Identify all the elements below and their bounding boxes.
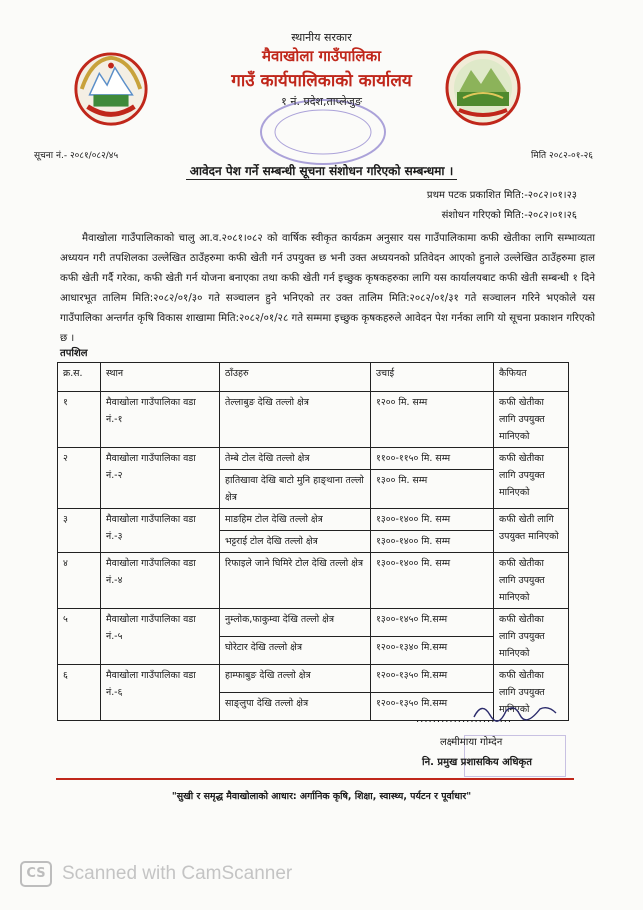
header-local-government: स्थानीय सरकार <box>291 31 352 44</box>
cell-serial: ६ <box>58 665 101 721</box>
revised-date: संशोधन गरिएको मिति:-२०८२।०१।२६ <box>441 210 577 221</box>
signatory-name: लक्ष्मीमाया गोम्देन <box>440 737 503 748</box>
cell-altitude: १३०० मि. सम्म <box>371 470 494 509</box>
cell-ward: मैवाखोला गाउँपालिका वडा नं.-२ <box>101 448 220 509</box>
cell-serial: १ <box>58 392 101 448</box>
cell-serial: ३ <box>58 509 101 553</box>
cell-place: तेम्बे टोल देखि तल्लो क्षेत्र <box>220 448 371 470</box>
header-serial: क्र.स. <box>58 363 101 392</box>
footer-divider <box>56 778 574 780</box>
details-label: तपशिल <box>60 348 88 359</box>
table-row <box>58 509 569 531</box>
coffee-areas-table <box>57 362 569 721</box>
cell-altitude: १३००-१४०० मि. सम्म <box>371 553 494 609</box>
cell-remark: कफी खेतीका लागि उपयुक्त मानिएको <box>494 665 569 721</box>
cell-serial: २ <box>58 448 101 509</box>
signature-icon <box>470 697 560 725</box>
cell-ward: मैवाखोला गाउँपालिका वडा नं.-४ <box>101 553 220 609</box>
cell-altitude: १२००-१३५० मि.सम्म <box>371 693 494 721</box>
notice-body: मैवाखोला गाउँपालिकाको चालु आ.व.२०८१।०८२ को वार्षिक स्वीकृत कार्यक्रम अनुसार यस गाउँपालिकामा कफी खेतीका लागि सम्भाव्यता अध्ययन गरी तपशिलका उल्लेखित ठाउँहरुमा कफी खेती गर्न उपयुक्त छ भनी उक्त अध्ययनको प्रतिवेदन आएको हुनाले उल्लेखित ठाउँहरुमा हाल कफी खेती गर्दै गरेका, कफी खेती गर्न योजना बनाएका तथा कफी खेती गर्न इच्छुक कृषकहरुका लागि यस कार्यालयबाट कफी खेती सम्बन्धी १ दिने आधारभूत तालिम मिति:२०८२/०१/३० गते सञ्चालन हुने भनिएको तर उक्त तालिम मिति:२०८२/०१/३१ गते सञ्चालन गरिने भएकोले यस गाउँपालिका अन्तर्गत कृषि विकास शाखामा मिति:२०८२/०१/२८ गते सम्ममा इच्छुक कृषकहरुले आवेदन पेश गर्नका लागि यो सूचना प्रकाशन गरिएको छ । <box>60 233 595 344</box>
cell-place: घोरेटार देखि तल्लो क्षेत्र <box>220 637 371 665</box>
table-row <box>58 665 569 693</box>
cell-altitude: ११००-११५० मि. सम्म <box>371 448 494 470</box>
cell-remark: कफी खेतीका लागि उपयुक्त मानिएको <box>494 609 569 665</box>
cell-place: हातिखावा देखि बाटो मुनि हाङ्थाना तल्लो क्षेत्र <box>220 470 371 509</box>
cell-remark: कफी खेतीका लागि उपयुक्त मानिएको <box>494 448 569 509</box>
table-row <box>58 553 569 609</box>
camscanner-text: Scanned with CamScanner <box>62 863 293 884</box>
cell-place: भट्टराई टोल देखि तल्लो क्षेत्र <box>220 531 371 553</box>
subject-line <box>0 162 643 179</box>
cell-place: नुम्लोक,फाकुम्वा देखि तल्लो क्षेत्र <box>220 609 371 637</box>
notice-date: मिति २०८२-०१-२६ <box>531 151 593 161</box>
cell-place: तेल्लाबुङ देखि तल्लो क्षेत्र <box>220 392 371 448</box>
footer-motto: "सुखी र समृद्ध मैवाखोलाको आधार: अर्गानिक कृषि, शिक्षा, स्वास्थ्य, पर्यटन र पूर्वाधार" <box>171 791 472 802</box>
table-row <box>58 392 569 448</box>
cell-remark: कफी खेतीका लागि उपयुक्त मानिएको <box>494 553 569 609</box>
camscanner-watermark <box>20 860 292 888</box>
table-row <box>58 609 569 637</box>
header-places: ठाँउहरु <box>220 363 371 392</box>
cell-altitude: १२००-१३५० मि.सम्म <box>371 665 494 693</box>
cell-remark: कफी खेतीका लागि उपयुक्त मानिएको <box>494 392 569 448</box>
cell-place: हाम्फाबुङ देखि तल्लो क्षेत्र <box>220 665 371 693</box>
header-office-name: गाउँ कार्यपालिकाको कार्यालय <box>231 71 412 91</box>
header-remarks: कैफियत <box>494 363 569 392</box>
signatory-designation: नि. प्रमुख प्रशासकिय अधिकृत <box>422 757 532 768</box>
cell-remark: कफी खेती लागि उपयुक्त मानिएको <box>494 509 569 553</box>
cell-ward: मैवाखोला गाउँपालिका वडा नं.-६ <box>101 665 220 721</box>
table-row <box>58 448 569 470</box>
camscanner-logo-icon: CS <box>20 861 52 887</box>
cell-serial: ५ <box>58 609 101 665</box>
header-altitude: उचाई <box>371 363 494 392</box>
table-header-row <box>58 363 569 392</box>
header-location: स्थान <box>101 363 220 392</box>
cell-place: रिफाइले जाने घिमिरे टोल देखि तल्लो क्षेत्र <box>220 553 371 609</box>
cell-serial: ४ <box>58 553 101 609</box>
header-address: १ नं. प्रदेश,ताप्लेजुङ <box>281 95 362 108</box>
reference-number: सूचना नं.- २०८१/०८२/४५ <box>34 151 119 161</box>
cell-place: साङ्लुपा देखि तल्लो क्षेत्र <box>220 693 371 721</box>
signature-dotted-line: ....................... <box>416 714 513 725</box>
first-published-date: प्रथम पटक प्रकाशित मिति:-२०८२।०१।२३ <box>426 190 577 201</box>
subject-text: आवेदन पेश गर्ने सम्बन्धी सूचना संशोधन गरिएको सम्बन्धमा । <box>186 164 458 180</box>
header-municipality-name: मैवाखोला गाउँपालिका <box>261 47 382 65</box>
cell-altitude: १२०० मि. सम्म <box>371 392 494 448</box>
cell-place: माङहिम टोल देखि तल्लो क्षेत्र <box>220 509 371 531</box>
cell-altitude: १३००-१४०० मि. सम्म <box>371 531 494 553</box>
cell-ward: मैवाखोला गाउँपालिका वडा नं.-१ <box>101 392 220 448</box>
cell-ward: मैवाखोला गाउँपालिका वडा नं.-५ <box>101 609 220 665</box>
cell-altitude: १३००-१४०० मि. सम्म <box>371 509 494 531</box>
cell-altitude: १३००-१४५० मि.सम्म <box>371 609 494 637</box>
cell-ward: मैवाखोला गाउँपालिका वडा नं.-३ <box>101 509 220 553</box>
cell-altitude: १२००-१३४० मि.सम्म <box>371 637 494 665</box>
